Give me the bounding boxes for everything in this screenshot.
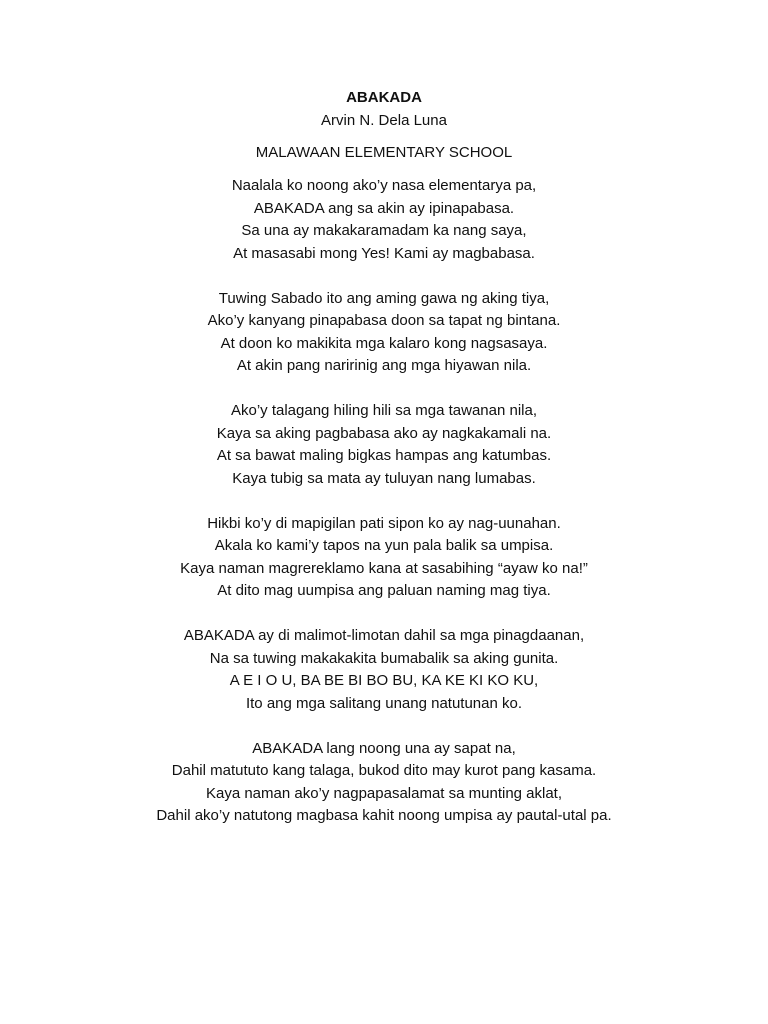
poem-line: At sa bawat maling bigkas hampas ang katumbas.	[216, 447, 552, 464]
poem-line: ABAKADA ay di malimot-limotan dahil sa mga pinagdaanan,	[183, 627, 585, 644]
stanza-6	[0, 738, 768, 828]
poem-line: Hikbi ko’y di mapigilan pati sipon ko ay nag-uunahan.	[207, 514, 561, 532]
stanza-1	[0, 175, 768, 265]
poem-line: ABAKADA ang sa akin ay ipinapabasa.	[253, 199, 515, 217]
poem-line: Na sa tuwing makakakita bumabalik sa aking gunita.	[209, 649, 559, 667]
poem-line: ABAKADA lang noong una ay sapat na,	[252, 739, 516, 757]
poem-line: Dahil ako’y natutong magbasa kahit noong umpisa ay pautal-utal pa.	[156, 807, 612, 824]
poem-line: Akala ko kami’y tapos na yun pala balik sa umpisa.	[214, 537, 554, 554]
poem-body	[0, 175, 768, 850]
poem-line: Ito ang mga salitang unang natutunan ko.	[245, 694, 523, 712]
poem-line: Ako’y kanyang pinapabasa doon sa tapat ng bintana.	[207, 312, 561, 329]
poem-line: Ako’y talagang hiling hili sa mga tawanan nila,	[230, 402, 538, 419]
poem-line: Kaya sa aking pagbabasa ako ay nagkakamali na.	[216, 424, 552, 442]
poem-title: ABAKADA	[346, 89, 422, 106]
poem-line: Kaya naman magrereklamo kana at sasabihing “ayaw ko na!”	[180, 559, 588, 577]
poem-author: Arvin N. Dela Luna	[321, 112, 447, 129]
school-name: MALAWAAN ELEMENTARY SCHOOL	[255, 144, 513, 161]
poem-line: Dahil matututo kang talaga, bukod dito may kurot pang kasama.	[171, 762, 597, 779]
stanza-2	[0, 288, 768, 378]
poem-line: Kaya tubig sa mata ay tuluyan nang lumabas.	[232, 469, 536, 487]
poem-line: At akin pang naririnig ang mga hiyawan nila.	[236, 357, 532, 374]
poem-line: Naalala ko noong ako’y nasa elementarya pa,	[231, 177, 537, 194]
stanza-5	[0, 625, 768, 715]
poem-line: At masasabi mong Yes! Kami ay magbabasa.	[233, 244, 535, 262]
poem-line: A E I O U, BA BE BI BO BU, KA KE KI KO KU,	[229, 672, 539, 689]
poem-line: Sa una ay makakaramadam ka nang saya,	[241, 222, 527, 239]
poem-line: Kaya naman ako’y nagpapasalamat sa munting aklat,	[205, 784, 563, 802]
poem-line: Tuwing Sabado ito ang aming gawa ng aking tiya,	[218, 289, 550, 307]
poem-line: At doon ko makikita mga kalaro kong nagsasaya.	[220, 334, 548, 352]
poem-line: At dito mag uumpisa ang paluan naming mag tiya.	[217, 582, 551, 599]
stanza-3	[0, 400, 768, 490]
stanza-4	[0, 513, 768, 603]
